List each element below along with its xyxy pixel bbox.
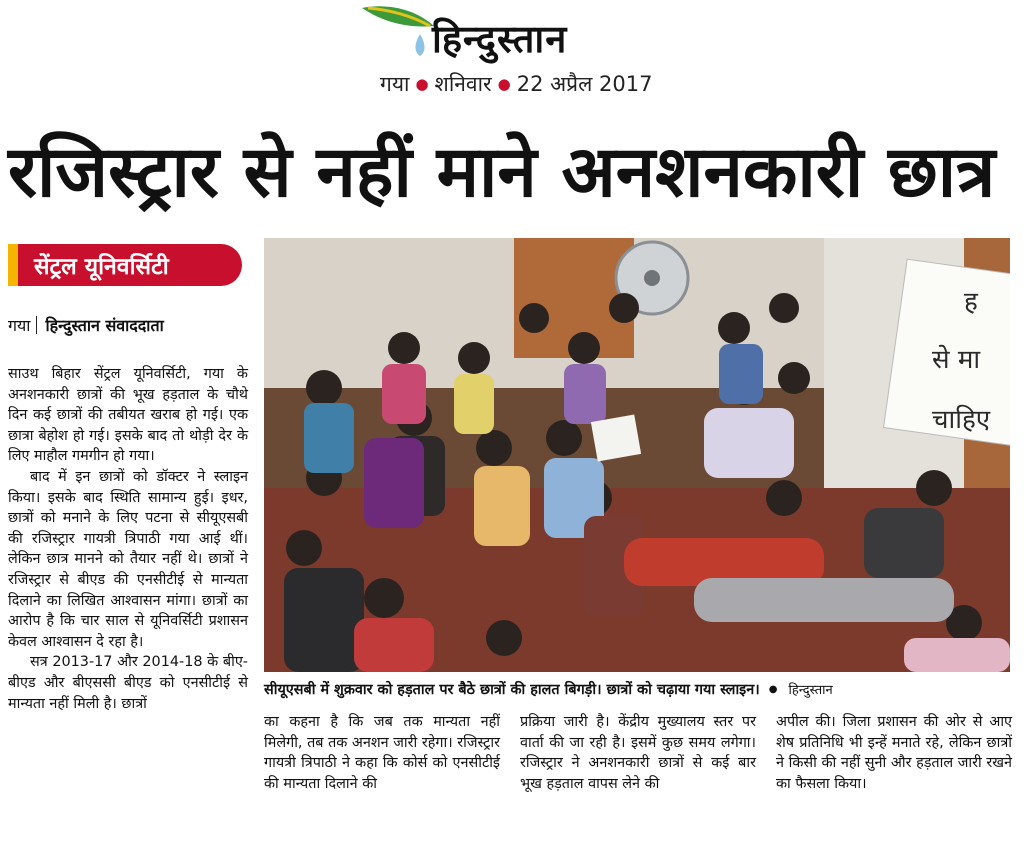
dateline-date: 22 अप्रैल 2017 xyxy=(516,72,653,96)
photo-credit: हिन्दुस्तान xyxy=(788,683,833,698)
headline: रजिस्ट्रार से नहीं माने अनशनकारी छात्र xyxy=(8,130,996,213)
section-tag-accent xyxy=(8,244,18,286)
credit-bullet-icon: ● xyxy=(768,684,778,695)
paragraph: सत्र 2013-17 और 2014-18 के बीए-बीएड और बीएससी बीएड को एनसीटीई से मान्यता नहीं मिली है। छात्रों xyxy=(8,654,248,712)
article-column-2: का कहना है कि जब तक मान्यता नहीं मिलेगी, तब तक अनशन जारी रहेगा। रजिस्ट्रार गायत्री त्रिपाठी ने कहा कि कोर्स को एनसीटीई की मान्यता दिलाने की xyxy=(264,714,500,792)
byline-reporter: हिन्दुस्तान संवाददाता xyxy=(45,316,164,335)
dateline-city: गया xyxy=(380,72,410,96)
byline xyxy=(8,314,164,336)
article-column-1 xyxy=(8,364,248,714)
section-tag xyxy=(8,244,242,286)
photo-illustration xyxy=(264,238,1010,672)
photo-caption xyxy=(264,680,1010,699)
newspaper-name: हिन्दुस्तान xyxy=(432,17,568,61)
paragraph: साउथ बिहार सेंट्रल यूनिवर्सिटी, गया के अनशनकारी छात्रों की भूख हड़ताल के चौथे दिन कई छात्रों की तबीयत खराब हो गई। एक छात्रा बेहोश हो गई। इसके बाद तो थोड़ी देर के लिए माहौल गमगीन हो गया। xyxy=(8,366,248,465)
caption-text: सीयूएसबी में शुक्रवार को हड़ताल पर बैठे छात्रों की हालत बिगड़ी। छात्रों को चढ़ाया गया स्लाइन। xyxy=(264,682,760,698)
paragraph: बाद में इन छात्रों को डॉक्टर ने स्लाइन किया। इसके बाद स्थिति सामान्य हुई। इधर, छात्रों को मनाने के लिए पटना से सीयूएसबी की रजिस्ट्रार गायत्री त्रिपाठी गया आई थीं। लेकिन छात्र मानने को तैयार नहीं थे। छात्रों ने रजिस्ट्रार से बीएड की एनसीटीई से मान्यता दिलाने का लिखित आश्वासन मांगा। छात्रों का आरोप है कि चार साल से यूनिवर्सिटी प्रशासन केवल आश्वासन दे रहा है। xyxy=(8,468,248,650)
dateline xyxy=(380,70,652,98)
leaf-logo-icon xyxy=(360,4,440,66)
byline-divider xyxy=(36,316,37,334)
article-column-3: प्रक्रिया जारी है। केंद्रीय मुख्यालय स्तर पर वार्ता की जा रही है। इसमें कुछ समय लगेगा। रजिस्ट्रार ने अनशनकारी छात्रों से कई बार भूख हड़ताल वापस लेने की xyxy=(520,714,756,792)
separator-dot-icon: ● xyxy=(415,75,429,93)
byline-city: गया xyxy=(8,316,31,335)
dateline-day: शनिवार xyxy=(434,72,492,96)
news-photo xyxy=(264,238,1010,672)
article-column-4: अपील की। जिला प्रशासन की ओर से आए शेष प्रतिनिधि भी इन्हें मनाते रहे, लेकिन छात्रों ने किसी की नहीं सुनी और हड़ताल जारी रखने का फैसला किया। xyxy=(776,714,1012,792)
poster-text-line: चाहिए xyxy=(932,405,991,435)
masthead xyxy=(360,4,660,104)
poster-text-line: से मा xyxy=(932,345,981,375)
section-tag-label: सेंट्रल यूनिवर्सिटी xyxy=(34,254,169,280)
poster-text-line: ह xyxy=(964,287,978,317)
separator-dot-icon: ● xyxy=(497,75,511,93)
